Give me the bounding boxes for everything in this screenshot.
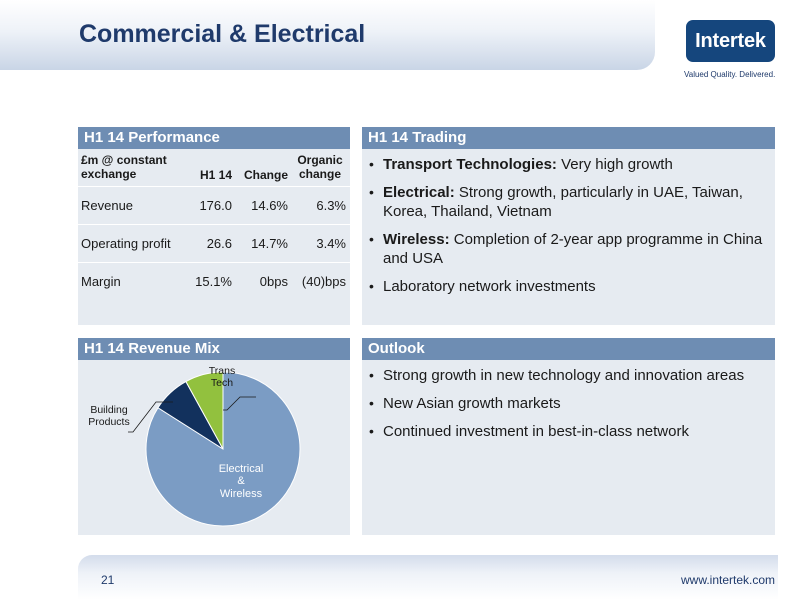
website-link[interactable]: www.intertek.com <box>681 573 776 587</box>
performance-panel <box>78 127 350 325</box>
cell-h1: 26.6 <box>206 236 232 251</box>
row-label: Operating profit <box>81 236 171 251</box>
bullet-icon: • <box>369 367 374 383</box>
item-text: Continued investment in best-in-class network <box>383 423 689 440</box>
outlook-list <box>362 360 775 441</box>
column-header-unit: £m @ constant exchange <box>81 153 167 181</box>
list-item <box>369 422 765 441</box>
bullet-icon: • <box>369 184 374 200</box>
item-bold: Wireless: <box>383 231 450 248</box>
item-text: Completion of 2-year app programme in China and USA <box>383 231 763 267</box>
cell-change: 14.6% <box>251 198 288 213</box>
column-header-change: Change <box>243 168 288 182</box>
trading-heading: H1 14 Trading <box>362 127 775 149</box>
column-header-organic: Organic change <box>297 153 343 181</box>
cell-h1: 176.0 <box>199 198 232 213</box>
cell-change: 14.7% <box>251 236 288 251</box>
electrical-label-line3: Wireless <box>219 488 263 500</box>
list-item <box>369 230 765 268</box>
list-item <box>369 277 765 296</box>
slide-title: Commercial & Electrical <box>79 20 366 48</box>
bullet-icon: • <box>369 278 374 294</box>
item-bold: Electrical: <box>383 184 455 201</box>
cell-organic: 3.4% <box>316 236 346 251</box>
building-products-label-line1: Building <box>90 404 128 416</box>
page-number: 21 <box>101 573 115 587</box>
bullet-icon: • <box>369 231 374 247</box>
cell-organic: 6.3% <box>316 198 346 213</box>
bullet-icon: • <box>369 395 374 411</box>
revenue-mix-panel <box>78 338 350 535</box>
item-text: Strong growth, particularly in UAE, Taiwan, Korea, Thailand, Vietnam <box>383 184 743 220</box>
performance-heading: H1 14 Performance <box>78 127 350 149</box>
electrical-label-line1: Electrical <box>218 463 264 475</box>
building-products-label-line2: Products <box>88 416 130 428</box>
outlook-panel <box>362 338 775 535</box>
revenue-mix-heading: H1 14 Revenue Mix <box>78 338 350 360</box>
trans-tech-label-line1: Trans <box>208 365 236 377</box>
row-label: Revenue <box>81 198 134 213</box>
list-item <box>369 183 765 221</box>
table-row <box>78 224 350 262</box>
list-item <box>369 366 765 385</box>
trans-tech-label-line2: Tech <box>210 377 234 389</box>
revenue-mix-pie-chart <box>78 360 350 535</box>
bullet-icon: • <box>369 423 374 439</box>
trading-panel <box>362 127 775 325</box>
column-header-h1: H1 14 <box>199 168 232 182</box>
table-row <box>78 262 350 300</box>
logo-tagline: Valued Quality. Delivered. <box>684 70 776 79</box>
list-item <box>369 394 765 413</box>
intertek-logo: Intertek <box>686 20 775 62</box>
item-text: Strong growth in new technology and innovation areas <box>383 367 745 384</box>
performance-table <box>78 149 350 300</box>
cell-h1: 15.1% <box>195 274 232 289</box>
cell-change: 0bps <box>259 274 288 289</box>
footer-band <box>78 555 778 600</box>
item-text: New Asian growth markets <box>383 395 561 412</box>
item-text: Very high growth <box>556 156 673 173</box>
table-row <box>78 186 350 224</box>
trading-list <box>362 149 775 296</box>
table-header <box>78 149 350 186</box>
row-label: Margin <box>81 274 121 289</box>
item-bold: Transport Technologies: <box>383 156 557 173</box>
item-text: Laboratory network investments <box>383 278 596 295</box>
cell-organic: (40)bps <box>301 274 346 289</box>
list-item <box>369 155 765 174</box>
bullet-icon: • <box>369 156 374 172</box>
electrical-label-line2: & <box>237 475 245 487</box>
outlook-heading: Outlook <box>362 338 775 360</box>
